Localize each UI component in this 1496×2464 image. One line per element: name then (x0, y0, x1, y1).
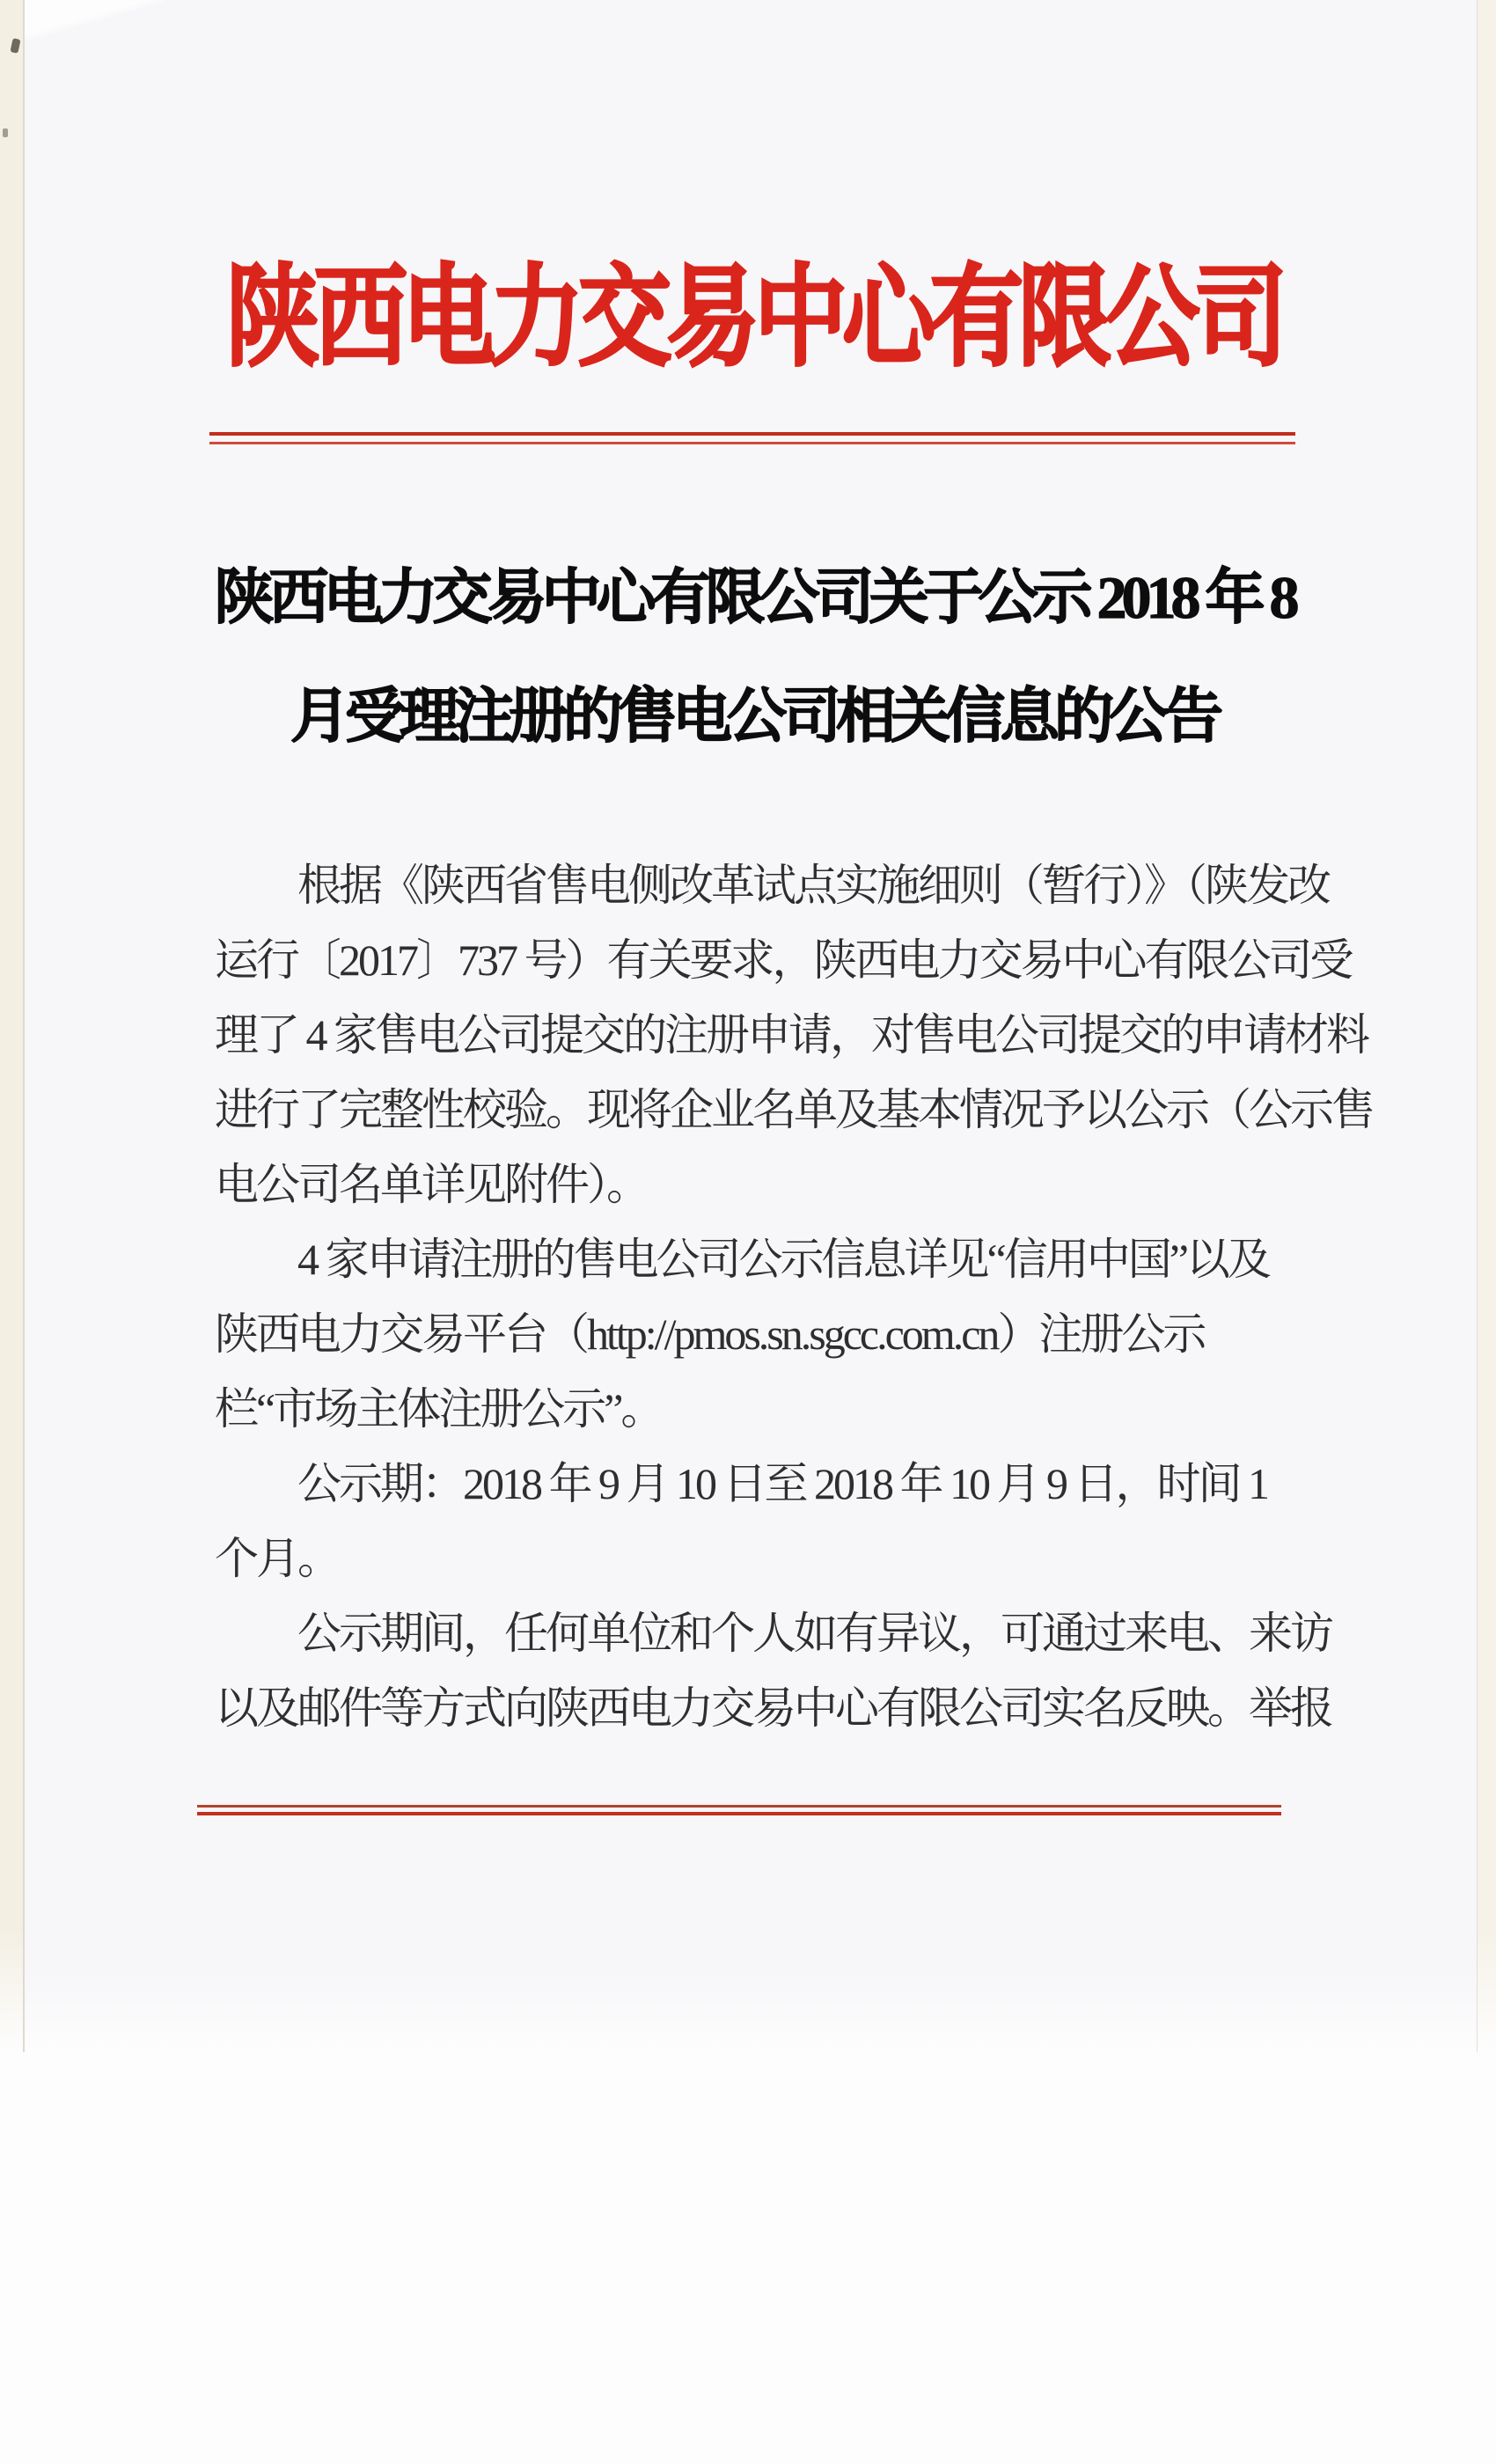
announcement-title (211, 539, 1297, 776)
announcement-title-line1: 陕西电力交易中心有限公司关于公示 2018 年 8 (214, 564, 1294, 631)
letterhead-divider (209, 432, 1295, 444)
body-line: 理了 4 家售电公司提交的注册申请，对售电公司提交的申请材料 (215, 1010, 1368, 1060)
body-line: 运行〔2017〕737 号）有关要求，陕西电力交易中心有限公司受 (215, 935, 1352, 985)
divider-line-thin (209, 442, 1295, 444)
letterhead-company-name: 陕西电力交易中心有限公司 (226, 257, 1282, 379)
body-line: 公示期：2018 年 9 月 10 日至 2018 年 10 月 9 日，时间 1 (297, 1459, 1267, 1508)
announcement-body (215, 848, 1373, 1746)
body-line: 公示期间，任何单位和个人如有异议，可通过来电、来访 (297, 1609, 1331, 1658)
body-line: 栏“市场主体注册公示”。 (215, 1384, 663, 1434)
body-line: 4 家申请注册的售电公司公示信息详见“信用中国”以及 (297, 1235, 1269, 1284)
body-line: 根据《陕西省售电侧改革试点实施细则（暂行）》（陕发改 (297, 861, 1329, 910)
scan-edge-right (1477, 0, 1496, 2052)
body-line: 陕西电力交易平台（http://pmos.sn.sgcc.com.cn）注册公示 (215, 1309, 1205, 1359)
document-page (23, 0, 1477, 2052)
body-line: 进行了完整性校验。现将企业名单及基本情况予以公示（公示售 (215, 1085, 1373, 1134)
scan-artifact (3, 128, 8, 137)
body-line: 个月。 (215, 1534, 339, 1583)
divider-line-thick (197, 1812, 1281, 1815)
page-corner-fold (23, 0, 164, 40)
scan-edge-left (0, 0, 25, 2052)
announcement-title-line2: 月受理注册的售电公司相关信息的公告 (290, 683, 1218, 750)
divider-line-thin (197, 1805, 1281, 1808)
body-line: 电公司名单详见附件）。 (215, 1160, 648, 1209)
footer-divider (197, 1805, 1281, 1815)
body-line: 以及邮件等方式向陕西电力交易中心有限公司实名反映。举报 (215, 1683, 1331, 1733)
divider-line-thick (209, 432, 1295, 436)
